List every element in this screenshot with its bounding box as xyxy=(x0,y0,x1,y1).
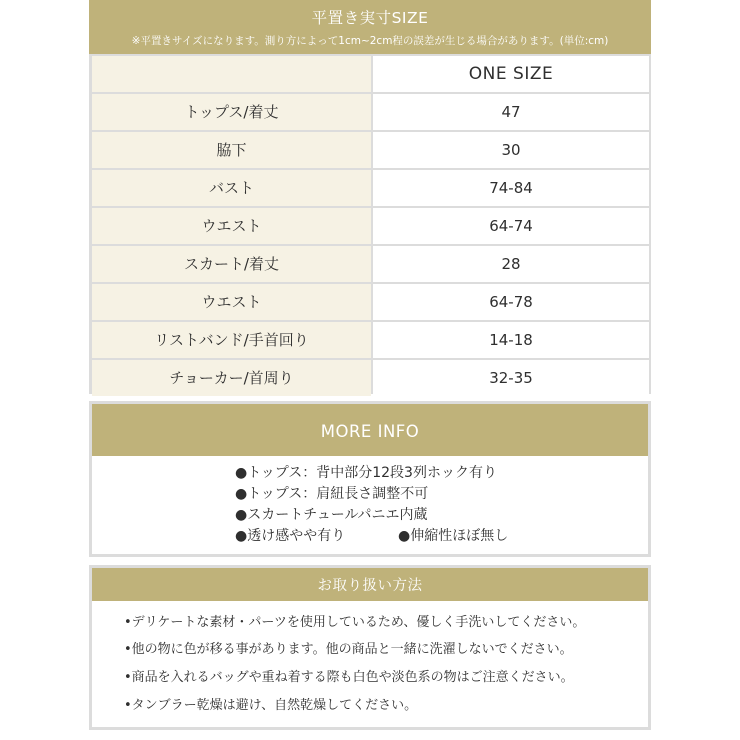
list-item: •他の物に色が移る事があります。他の商品と一緒に洗濯しないでください。 xyxy=(124,642,573,657)
list-item: ●スカートチュールパニエ内蔵 xyxy=(235,507,428,523)
table-row xyxy=(89,246,651,282)
list-item: •デリケートな素材・パーツを使用しているため、優しく手洗いしてください。 xyxy=(124,615,586,630)
size-label: バスト xyxy=(92,170,371,206)
size-label: トップス/着丈 xyxy=(92,94,371,130)
more-info-header xyxy=(92,404,648,456)
size-table-panel xyxy=(89,0,651,394)
size-table xyxy=(89,54,651,394)
care-title: お取り扱い方法 xyxy=(317,578,423,594)
table-row xyxy=(89,360,651,396)
size-label: スカート/着丈 xyxy=(92,246,371,282)
size-value: 32-35 xyxy=(373,360,649,396)
size-table-title: 平置き実寸SIZE xyxy=(311,9,429,27)
care-header xyxy=(92,568,648,601)
table-row xyxy=(89,208,651,244)
size-label: リストバンド/手首回り xyxy=(92,322,371,358)
list-item: ●トップス：背中部分12段3列ホック有り xyxy=(235,465,497,481)
more-info-title: MORE INFO xyxy=(320,422,420,441)
size-label: ウエスト xyxy=(92,208,371,244)
table-row xyxy=(89,132,651,168)
list-item: ●透け感やや有り xyxy=(235,528,346,544)
care-panel xyxy=(89,565,651,730)
care-body xyxy=(92,601,648,727)
size-value: 64-74 xyxy=(373,208,649,244)
size-table-header xyxy=(89,0,651,54)
table-row xyxy=(89,170,651,206)
size-value: 64-78 xyxy=(373,284,649,320)
size-value: 74-84 xyxy=(373,170,649,206)
table-row xyxy=(89,284,651,320)
list-item: ●伸縮性ほぼ無し xyxy=(398,528,509,544)
size-label: チョーカー/首周り xyxy=(92,360,371,396)
size-table-header-row xyxy=(89,56,651,92)
more-info-body xyxy=(92,456,648,554)
size-label: 脇下 xyxy=(92,132,371,168)
size-table-note: ※平置きサイズになります。測り方によって1cm~2cm程の誤差が生じる場合があります。(単位:cm) xyxy=(131,35,609,47)
size-value: 47 xyxy=(373,94,649,130)
list-item: ●トップス：肩紐長さ調整不可 xyxy=(235,486,429,502)
list-item: •タンブラー乾燥は避け、自然乾燥してください。 xyxy=(124,698,418,713)
size-value: 14-18 xyxy=(373,322,649,358)
size-value: 30 xyxy=(373,132,649,168)
size-label: ウエスト xyxy=(92,284,371,320)
table-row xyxy=(89,94,651,130)
table-row xyxy=(89,322,651,358)
more-info-panel xyxy=(89,401,651,557)
size-table-corner-cell xyxy=(92,56,371,92)
size-value: 28 xyxy=(373,246,649,282)
list-item: •商品を入れるバッグや重ね着する際も白色や淡色系の物はご注意ください。 xyxy=(124,670,574,685)
size-column-header: ONE SIZE xyxy=(373,56,649,92)
